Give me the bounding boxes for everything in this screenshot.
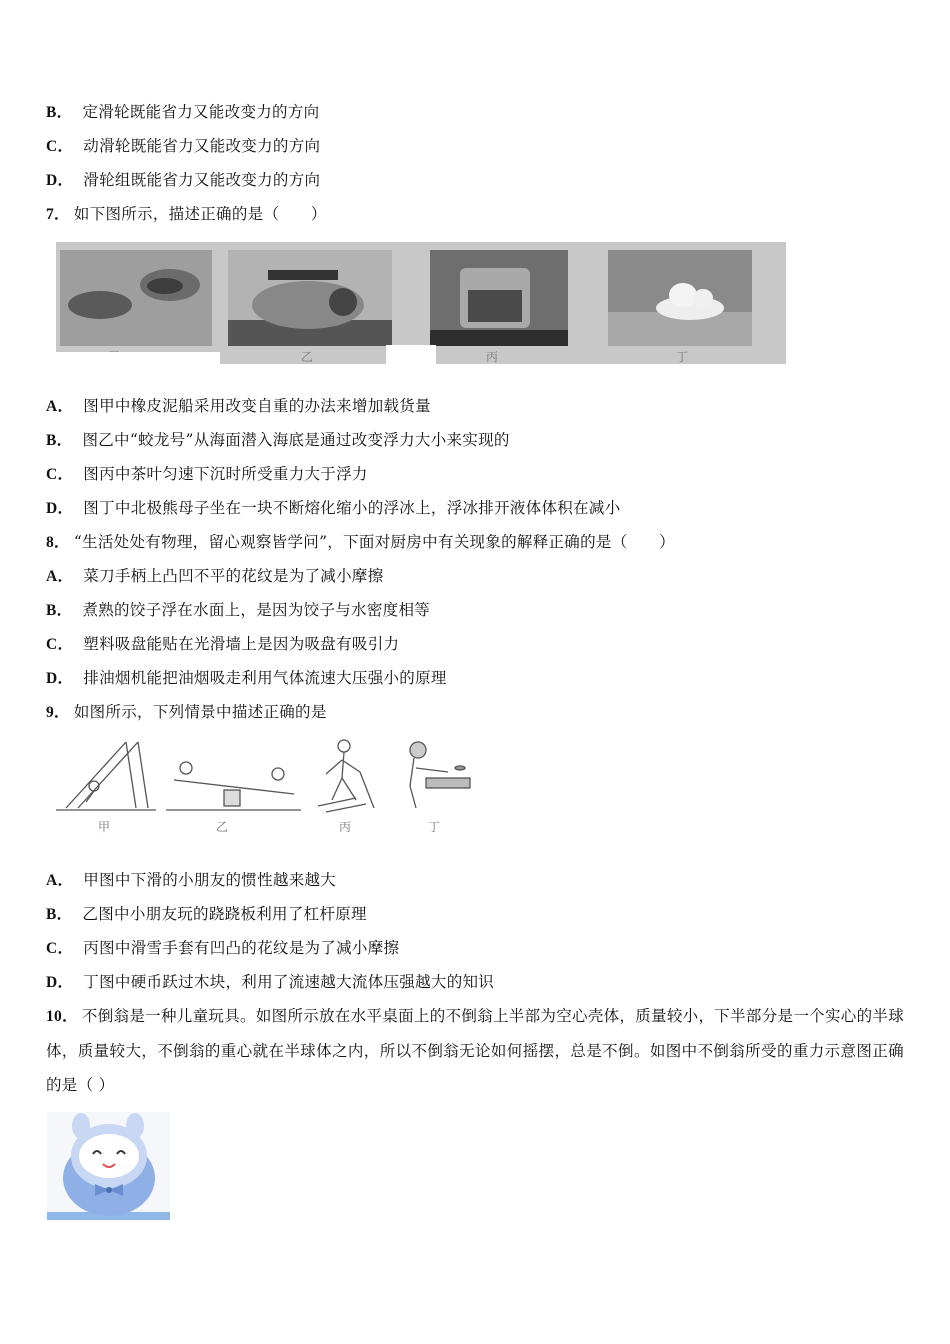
q9-option-c: C． 丙图中滑雪手套有凹凸的花纹是为了减小摩擦: [46, 939, 400, 957]
q9-figure-sketches: [56, 738, 476, 834]
figure-label-ding: 丁: [676, 350, 689, 364]
q8-option-a: A． 菜刀手柄上凸凹不平的花纹是为了减小摩擦: [46, 567, 384, 585]
q9-stem: 9． 如图所示，下列情景中描述正确的是: [46, 703, 327, 721]
q9-option-b: B． 乙图中小朋友玩的跷跷板利用了杠杆原理: [46, 905, 367, 923]
photo-jiaolong-submersible: [228, 250, 392, 346]
q10-stem: 10． 不倒翁是一种儿童玩具。如图所示放在水平桌面上的不倒翁上半部为空心壳体，质量较小，下半部分是一个实心的半球体，质量较大，不倒翁的重心就在半球体之内，所以不倒翁无论如何摇摆，总是不倒。如图中不倒翁所受的重力示意图正确的是（ ）: [46, 1007, 904, 1094]
q7-option-d: D． 图丁中北极熊母子坐在一块不断熔化缩小的浮冰上，浮冰排开液体体积在减小: [46, 499, 621, 517]
figure-label-bing: 丙: [486, 350, 499, 364]
q8-stem: 8． “生活处处有物理，留心观察皆学问”，下面对厨房中有关现象的解释正确的是（ ）: [46, 533, 675, 551]
scan-margin: [56, 352, 220, 364]
photo-polar-bears: [608, 250, 752, 346]
q7-option-a: A． 图甲中橡皮泥船采用改变自重的办法来增加载货量: [46, 397, 431, 415]
seesaw-drawing: [166, 762, 301, 810]
line-drawings: [56, 738, 476, 818]
photo-clay-boat: [60, 250, 212, 346]
q8-option-b: B． 煮熟的饺子浮在水面上，是因为饺子与水密度相等: [46, 601, 431, 619]
q7-stem: 7． 如下图所示，描述正确的是（ ）: [46, 205, 327, 223]
photo-tea-cup: [430, 250, 568, 346]
q7-figure-photos: [56, 242, 786, 364]
skier-drawing: [318, 740, 374, 812]
q8-option-d: D． 排油烟机能把油烟吸走利用气体流速大压强小的原理: [46, 669, 447, 687]
q6-option-b: B． 定滑轮既能省力又能改变力的方向: [46, 103, 320, 121]
q9-option-a: A． 甲图中下滑的小朋友的惯性越来越大: [46, 871, 337, 889]
figure-label-yi: 乙: [216, 820, 229, 834]
figure-label-bing: 丙: [339, 820, 352, 834]
scan-margin: [386, 345, 436, 364]
coin-jump-drawing: [410, 742, 470, 808]
figure-label-yi: 乙: [301, 350, 314, 364]
q7-option-b: B． 图乙中“蛟龙号”从海面潜入海底是通过改变浮力大小来实现的: [46, 431, 510, 449]
slide-drawing: [56, 742, 156, 810]
tumbler-toy-photo: [47, 1112, 170, 1220]
q6-option-c: C． 动滑轮既能省力又能改变力的方向: [46, 137, 321, 155]
q6-option-d: D． 滑轮组既能省力又能改变力的方向: [46, 171, 321, 189]
figure-label-jia: 甲: [98, 820, 111, 834]
q7-option-c: C． 图丙中茶叶匀速下沉时所受重力大于浮力: [46, 465, 368, 483]
q9-option-d: D． 丁图中硬币跃过木块，利用了流速越大流体压强越大的知识: [46, 973, 495, 991]
q8-option-c: C． 塑料吸盘能贴在光滑墙上是因为吸盘有吸引力: [46, 635, 400, 653]
figure-label-ding: 丁: [428, 820, 441, 834]
